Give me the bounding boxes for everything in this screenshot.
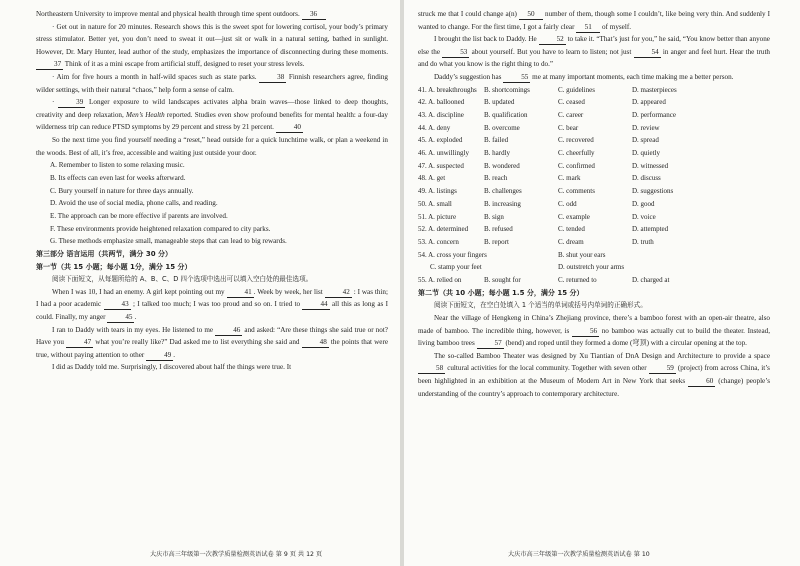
- choice-row-54b: C. stamp your feet D. outstretch your arms: [430, 263, 625, 272]
- magazine-title: Men’s Health: [126, 110, 165, 119]
- blank-59[interactable]: 59: [649, 364, 676, 374]
- option-g: G. These methods emphasize small, manageable steps that can lead to big rewards.: [50, 237, 287, 246]
- choice-row-49: 49. A. listings B. challenges C. comments D. suggestions: [418, 187, 674, 196]
- section-1-heading: 第一节（共 15 小题；每小题 1分，满分 15 分）: [36, 262, 192, 271]
- option-a: A. Remember to listen to some relaxing music.: [50, 161, 185, 170]
- choice-row-55: 55. A. relied on B. sought for C. returned to D. charged at: [418, 276, 670, 285]
- blank-52[interactable]: 52: [539, 35, 566, 45]
- paragraph: So the next time you find yourself needing a “reset,” head outside for a quick lunchtime walk, or plan a weekend in the woods. Best of all, it’s free, accessible and waiting just outside your door.: [36, 135, 388, 157]
- paragraph: struck me that I could change a(n) 50 number of them, though some I couldn’t, like being very thin. And suddenly I wanted to change. For the first time, I got a fairly clear 51 of myself.: [418, 10, 770, 31]
- blank-37[interactable]: 37: [36, 60, 63, 70]
- paragraph: Northeastern University to improve mental and physical health through time spent outdoors. 36: [36, 8, 388, 21]
- blank-36[interactable]: 36: [302, 10, 326, 20]
- blank-41[interactable]: 41: [227, 288, 254, 298]
- option-d: D. Avoid the use of social media, phone calls, and reading.: [50, 199, 218, 208]
- option-c: C. Bury yourself in nature for three days annually.: [50, 186, 194, 195]
- paragraph: When I was 10, I had an enemy. A girl kept pointing out my 41 . Week by week, her list 42 : I was thin; I had a poor academic 43 ; I talked too much; I was too proud and so on. I tried to 44 all this as long as I could. Finally, my anger 45 .: [36, 287, 388, 322]
- blank-50[interactable]: 50: [519, 10, 543, 20]
- blank-60[interactable]: 60: [688, 377, 715, 387]
- section-2-heading: 第二节（共 10 小题；每小题 1.5 分，满分 15 分）: [418, 288, 584, 297]
- option-b: B. Its effects can even last for weeks afterward.: [50, 173, 186, 182]
- blank-39[interactable]: 39: [58, 98, 85, 108]
- blank-51[interactable]: 51: [576, 23, 600, 33]
- paragraph: · Get out in nature for 20 minutes. Research shows this is the sweet spot for lowering cortisol, your body’s primary stress stimulator. Better yet, you don’t need to sweat it out—just sit or walk in a natural setting, bathed in sunlight. However, Dr. Mary Hunter, lead author of the study, emphasizes the importance of disconnecting during these moments. 37 Think of it as a mini escape from artificial stuff, designed to reset your stress levels.: [36, 22, 388, 69]
- paragraph: I ran to Daddy with tears in my eyes. He listened to me 46 and asked: “Are these things she said true or not? Have you 47 what you’re really like?” Dad asked me to list everything she said and 48 the points that were true, without paying attention to other 49 .: [36, 325, 388, 359]
- page-footer: 大庆市高三年级第一次教学质量检测英语试卷 第 9 页 共 12 页: [150, 551, 323, 558]
- blank-49[interactable]: 49: [146, 351, 173, 361]
- choices-table: [418, 84, 770, 287]
- choice-row-53: 53. A. concern B. report C. dream D. truth: [418, 238, 654, 246]
- section-1-instructions: 阅读下面短文，从每题所给的 A、B、C、D 四个选项中选出可以填入空白处的最佳选项。: [52, 275, 313, 284]
- blank-57[interactable]: 57: [477, 339, 504, 349]
- blank-46[interactable]: 46: [215, 326, 242, 336]
- section-2-instructions: 阅读下面短文，在空白处填入 1 个适当的单词或括号内单词的正确形式。: [434, 301, 647, 310]
- choice-row-47: 47. A. suspected B. wondered C. confirmed D. witnessed: [418, 161, 669, 170]
- blank-58[interactable]: 58: [418, 364, 445, 374]
- blank-38[interactable]: 38: [259, 73, 286, 83]
- blank-48[interactable]: 48: [302, 338, 329, 348]
- blank-54[interactable]: 54: [634, 48, 661, 58]
- option-e: E. The approach can be more effective if parents are involved.: [50, 211, 228, 220]
- choice-row-48: 48. A. get B. reach C. mark D. discuss: [418, 174, 661, 183]
- blank-56[interactable]: 56: [572, 327, 599, 337]
- paragraph: · Aim for five hours a month in half-wild spaces such as state parks. 38 Finnish researchers agree, finding wilder settings, with their natural “chaos,” help form a sense of calm.: [36, 72, 388, 94]
- choice-row-54a: 54. A. cross your fingers B. shut your ears: [418, 250, 606, 259]
- blank-45[interactable]: 45: [107, 313, 134, 323]
- blank-53[interactable]: 53: [442, 48, 469, 58]
- part-3-heading: 第三部分 语言运用（共两节，满分 30 分）: [36, 250, 173, 259]
- choice-row-50: 50. A. small B. increasing C. odd D. good: [418, 199, 655, 208]
- choice-row-43: 43. A. discipline B. qualification C. career D. performance: [418, 110, 676, 119]
- choice-row-52: 52. A. determined B. refused C. tended D. attempted: [418, 225, 669, 234]
- blank-55[interactable]: 55: [503, 73, 530, 83]
- blank-42[interactable]: 42: [325, 288, 352, 298]
- option-f: F. These environments provide heightened relaxation compared to city parks.: [50, 224, 271, 233]
- choice-row-45: 45. A. exploded B. failed C. recovered D. spread: [418, 136, 659, 145]
- paragraph: Daddy’s suggestion has 55 me at many important moments, each time making me a better person.: [434, 72, 734, 81]
- paragraph: · 39 Longer exposure to wild landscapes activates alpha brain waves—those linked to deep thoughts, creativity and deep relaxation, Men’s Health reported. Studies even show profound benefits for mental health: a four-day wilderness trip can reduce PTSD symptoms by 29 percent and stress by 21 percent. 40: [36, 98, 388, 132]
- paragraph: The so-called Bamboo Theater was designed by Xu Tiantian of DnA Design and Architecture to provide a space 58 cultural activities for the local community. Together with seven other 59 (project) from across China, it’s been highlighted in an exhibition at the Museum of Modern Art in New York that seeks 60 (change) people’s understanding of the country’s approach to contemporary architecture.: [418, 351, 770, 398]
- choice-row-46: 46. A. unwillingly B. hardly C. cheerfully D. quietly: [418, 149, 660, 158]
- page-footer: 大庆市高三年级第一次教学质量检测英语试卷 第 10: [508, 551, 650, 558]
- paragraph: I did as Daddy told me. Surprisingly, I discovered about half the things were true. It: [52, 363, 292, 372]
- choice-row-44: 44. A. deny B. overcome C. bear D. review: [418, 123, 660, 132]
- paragraph: I brought the list back to Daddy. He 52 to take it. “That’s just for you,” he said, “You know better than anyone else the 53 about yourself. But you have to learn to listen; not just 54 in anger and feel hurt. Hear the truth and do what you know is the right thing to do.”: [418, 35, 771, 69]
- choice-row-51: 51. A. picture B. sign C. example D. voice: [418, 212, 656, 221]
- paragraph: Near the village of Hengkeng in China’s Zhejiang province, there’s a bamboo forest with an open-air theatre, also made of bamboo. The incredible thing, however, is 56 no bamboo was actually cut to build the theater. Instead, living bamboo trees 57 (bend) and roped until they formed a dome (穹顶) with a circular opening at the top.: [418, 314, 770, 348]
- choice-row-42: 42. A. ballooned B. updated C. ceased D. appeared: [418, 98, 666, 107]
- blank-40[interactable]: 40: [276, 123, 303, 133]
- blank-47[interactable]: 47: [66, 338, 93, 348]
- choice-row-41: 41. A. breakthroughs B. shortcomings C. guidelines D. masterpieces: [418, 85, 677, 94]
- blank-44[interactable]: 44: [302, 300, 329, 310]
- blank-43[interactable]: 43: [104, 300, 131, 310]
- options-list: [50, 159, 388, 248]
- page-10: [404, 0, 800, 566]
